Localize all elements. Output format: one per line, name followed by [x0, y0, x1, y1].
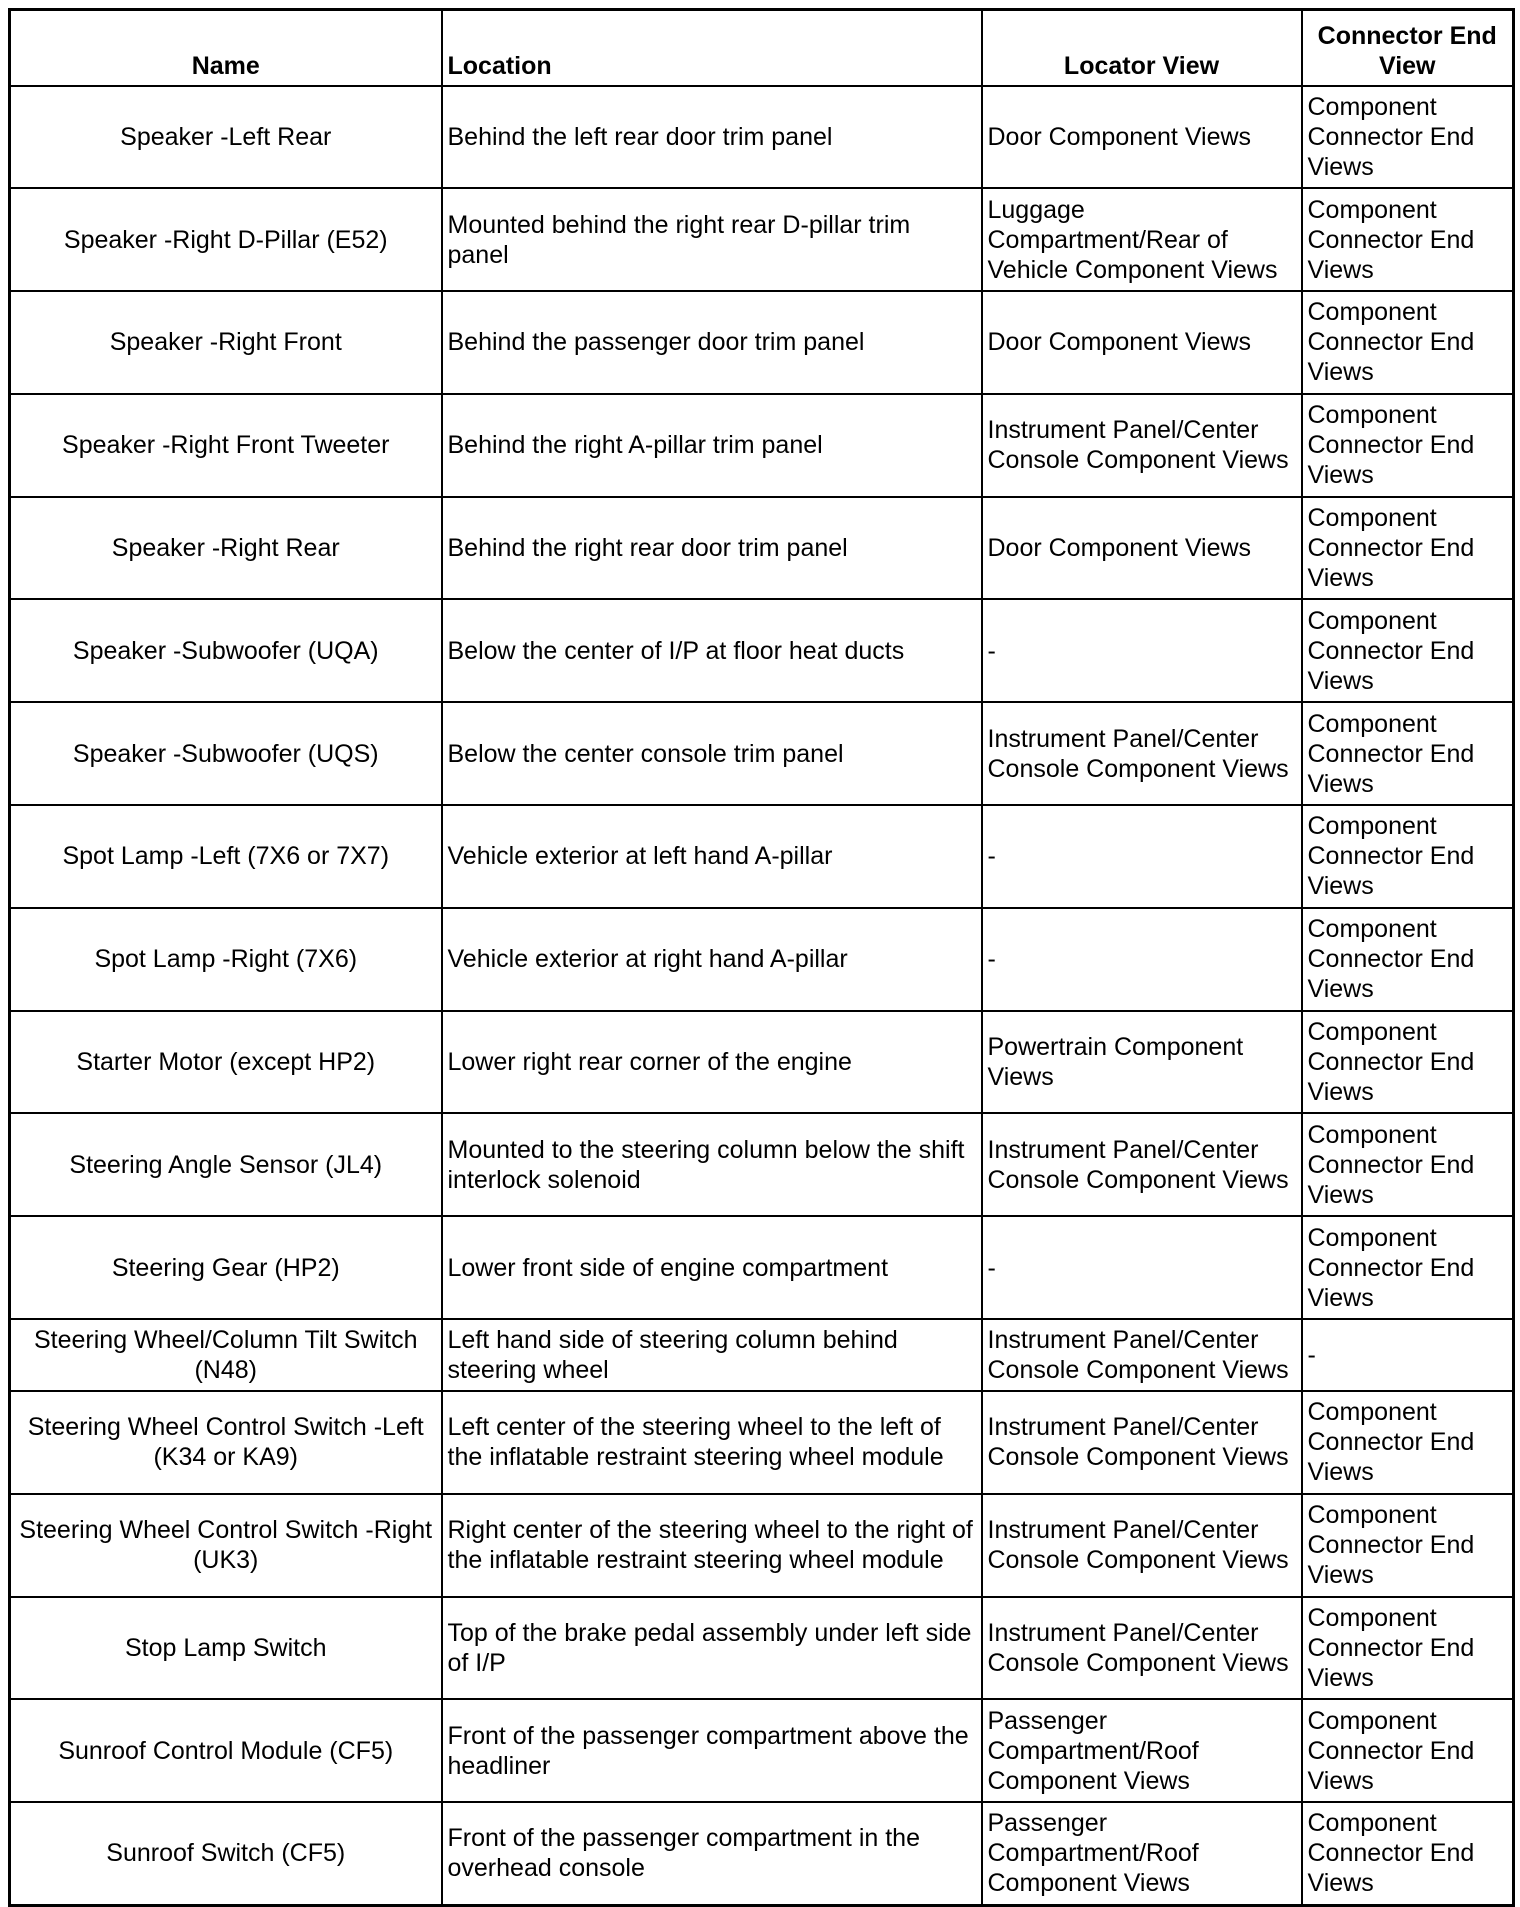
column-header-location: Location [442, 10, 982, 86]
table-row [10, 1597, 1514, 1700]
cell-location: Below the center of I/P at floor heat ducts [442, 599, 982, 702]
cell-connector-end-view: Component Connector End Views [1302, 188, 1514, 291]
cell-connector-end-view: Component Connector End Views [1302, 1699, 1514, 1802]
cell-connector-end-view: Component Connector End Views [1302, 1597, 1514, 1700]
cell-name: Sunroof Switch (CF5) [10, 1802, 442, 1905]
cell-name: Speaker -Right Rear [10, 497, 442, 600]
cell-location: Behind the right A-pillar trim panel [442, 394, 982, 497]
cell-location: Front of the passenger compartment in the overhead console [442, 1802, 982, 1905]
cell-name: Spot Lamp -Left (7X6 or 7X7) [10, 805, 442, 908]
cell-location: Vehicle exterior at right hand A-pillar [442, 908, 982, 1011]
cell-location: Behind the right rear door trim panel [442, 497, 982, 600]
header-row [10, 10, 1514, 86]
cell-name: Speaker -Subwoofer (UQS) [10, 702, 442, 805]
cell-locator-view: Instrument Panel/Center Console Component Views [982, 1494, 1302, 1597]
table-body [10, 86, 1514, 1906]
cell-name: Steering Wheel/Column Tilt Switch (N48) [10, 1319, 442, 1391]
table-row [10, 394, 1514, 497]
cell-locator-view: Door Component Views [982, 497, 1302, 600]
cell-locator-view: Door Component Views [982, 291, 1302, 394]
cell-location: Top of the brake pedal assembly under left side of I/P [442, 1597, 982, 1700]
cell-connector-end-view: Component Connector End Views [1302, 1391, 1514, 1494]
cell-location: Left hand side of steering column behind steering wheel [442, 1319, 982, 1391]
cell-locator-view: Instrument Panel/Center Console Component Views [982, 702, 1302, 805]
table-row [10, 1391, 1514, 1494]
cell-location: Mounted behind the right rear D-pillar trim panel [442, 188, 982, 291]
cell-connector-end-view: Component Connector End Views [1302, 1802, 1514, 1905]
cell-connector-end-view: Component Connector End Views [1302, 805, 1514, 908]
cell-locator-view: Instrument Panel/Center Console Component Views [982, 1597, 1302, 1700]
cell-locator-view: Door Component Views [982, 86, 1302, 189]
cell-connector-end-view: Component Connector End Views [1302, 86, 1514, 189]
table-row [10, 1802, 1514, 1905]
cell-connector-end-view: Component Connector End Views [1302, 1011, 1514, 1114]
table-row [10, 1216, 1514, 1319]
table-row [10, 1011, 1514, 1114]
cell-locator-view: Luggage Compartment/Rear of Vehicle Component Views [982, 188, 1302, 291]
cell-location: Behind the left rear door trim panel [442, 86, 982, 189]
cell-locator-view: Passenger Compartment/Roof Component Views [982, 1802, 1302, 1905]
cell-name: Spot Lamp -Right (7X6) [10, 908, 442, 1011]
cell-location: Right center of the steering wheel to the right of the inflatable restraint steering wheel module [442, 1494, 982, 1597]
cell-name: Steering Wheel Control Switch -Left (K34 or KA9) [10, 1391, 442, 1494]
cell-name: Starter Motor (except HP2) [10, 1011, 442, 1114]
column-header-locator-view: Locator View [982, 10, 1302, 86]
table-row [10, 497, 1514, 600]
cell-connector-end-view: Component Connector End Views [1302, 599, 1514, 702]
cell-connector-end-view: Component Connector End Views [1302, 394, 1514, 497]
cell-connector-end-view: Component Connector End Views [1302, 1494, 1514, 1597]
cell-name: Speaker -Right Front Tweeter [10, 394, 442, 497]
table-row [10, 599, 1514, 702]
column-header-name: Name [10, 10, 442, 86]
table-row [10, 1699, 1514, 1802]
cell-locator-view: - [982, 805, 1302, 908]
cell-locator-view: Instrument Panel/Center Console Component Views [982, 1319, 1302, 1391]
cell-connector-end-view: Component Connector End Views [1302, 1216, 1514, 1319]
component-locator-table [8, 8, 1515, 1907]
cell-locator-view: - [982, 599, 1302, 702]
cell-location: Vehicle exterior at left hand A-pillar [442, 805, 982, 908]
cell-name: Stop Lamp Switch [10, 1597, 442, 1700]
cell-connector-end-view: - [1302, 1319, 1514, 1391]
cell-name: Sunroof Control Module (CF5) [10, 1699, 442, 1802]
cell-locator-view: Powertrain Component Views [982, 1011, 1302, 1114]
cell-name: Steering Gear (HP2) [10, 1216, 442, 1319]
cell-name: Speaker -Right D-Pillar (E52) [10, 188, 442, 291]
table-header [10, 10, 1514, 86]
cell-locator-view: - [982, 908, 1302, 1011]
cell-location: Mounted to the steering column below the shift interlock solenoid [442, 1113, 982, 1216]
table-row [10, 1319, 1514, 1391]
cell-locator-view: Instrument Panel/Center Console Component Views [982, 1391, 1302, 1494]
cell-location: Behind the passenger door trim panel [442, 291, 982, 394]
cell-connector-end-view: Component Connector End Views [1302, 702, 1514, 805]
column-header-connector-end-view: Connector End View [1302, 10, 1514, 86]
cell-location: Below the center console trim panel [442, 702, 982, 805]
cell-connector-end-view: Component Connector End Views [1302, 497, 1514, 600]
table-row [10, 86, 1514, 189]
table-row [10, 291, 1514, 394]
table-row [10, 1494, 1514, 1597]
cell-location: Left center of the steering wheel to the left of the inflatable restraint steering wheel module [442, 1391, 982, 1494]
cell-connector-end-view: Component Connector End Views [1302, 1113, 1514, 1216]
cell-locator-view: Instrument Panel/Center Console Component Views [982, 1113, 1302, 1216]
table-row [10, 1113, 1514, 1216]
cell-locator-view: - [982, 1216, 1302, 1319]
cell-name: Speaker -Left Rear [10, 86, 442, 189]
cell-locator-view: Passenger Compartment/Roof Component Views [982, 1699, 1302, 1802]
cell-location: Lower right rear corner of the engine [442, 1011, 982, 1114]
table-row [10, 908, 1514, 1011]
cell-location: Lower front side of engine compartment [442, 1216, 982, 1319]
cell-connector-end-view: Component Connector End Views [1302, 908, 1514, 1011]
component-locator-page [8, 8, 1512, 1907]
cell-connector-end-view: Component Connector End Views [1302, 291, 1514, 394]
cell-name: Steering Wheel Control Switch -Right (UK3) [10, 1494, 442, 1597]
table-row [10, 805, 1514, 908]
table-row [10, 188, 1514, 291]
cell-name: Speaker -Right Front [10, 291, 442, 394]
table-row [10, 702, 1514, 805]
cell-name: Steering Angle Sensor (JL4) [10, 1113, 442, 1216]
cell-name: Speaker -Subwoofer (UQA) [10, 599, 442, 702]
cell-location: Front of the passenger compartment above the headliner [442, 1699, 982, 1802]
cell-locator-view: Instrument Panel/Center Console Component Views [982, 394, 1302, 497]
